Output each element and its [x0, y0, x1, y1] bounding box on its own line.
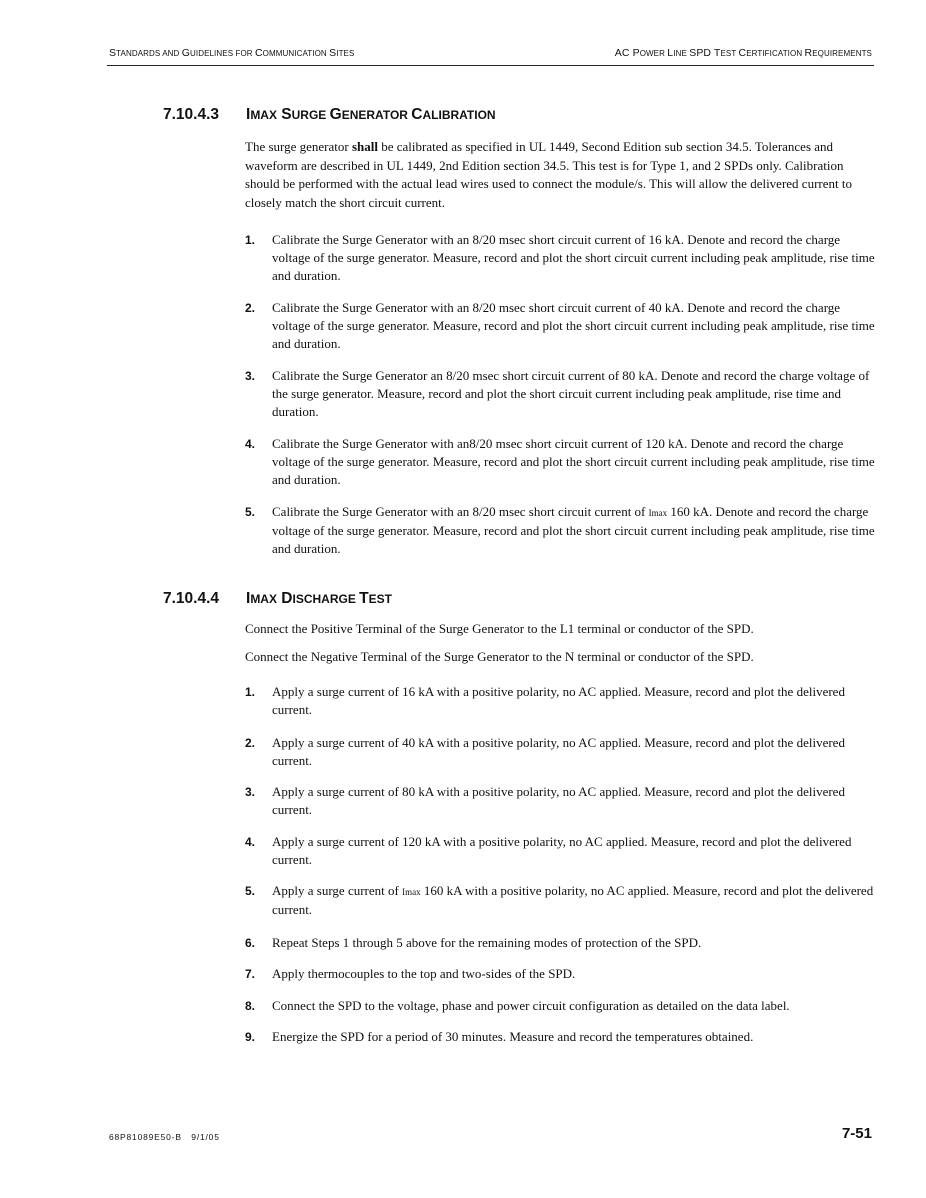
- list-item: 1. Calibrate the Surge Generator with an 8/20 msec short circuit current of 16 kA. Denote and record the charge voltage of the surge generator. Measure, record and plot the short circuit current including peak amplitude, rise time and duration.: [245, 232, 875, 283]
- section-number: 7.10.4.3: [163, 106, 220, 123]
- footer-doc-id: 68P81089E50-B 9/1/05: [109, 1132, 220, 1142]
- list-item: 5. Apply a surge current of Imax 160 kA with a positive polarity, no AC applied. Measure, record and plot the delivered current.: [245, 883, 874, 917]
- discharge-intro-positive: Connect the Positive Terminal of the Surge Generator to the L1 terminal or conductor of the SPD.: [245, 621, 754, 636]
- header-divider: [107, 65, 874, 66]
- section-heading-discharge-test: 7.10.4.4 IMAX DISCHARGE TEST: [163, 590, 392, 607]
- list-item: 3. Apply a surge current of 80 kA with a positive polarity, no AC applied. Measure, record and plot the delivered current.: [245, 784, 845, 817]
- list-item: 2. Calibrate the Surge Generator with an 8/20 msec short circuit current of 40 kA. Denote and record the charge voltage of the surge generator. Measure, record and plot the short circuit current including peak amplitude, rise time and duration.: [245, 300, 875, 351]
- list-item: 1. Apply a surge current of 16 kA with a positive polarity, no AC applied. Measure, record and plot the delivered current.: [245, 684, 845, 717]
- list-item: 3. Calibrate the Surge Generator an 8/20 msec short circuit current of 80 kA. Denote and record the charge voltage of the surge generator. Measure, record and plot the short circuit current including peak amplitude, rise time and duration.: [245, 368, 870, 419]
- list-item: 4. Calibrate the Surge Generator with an8/20 msec short circuit current of 120 kA. Denote and record the charge voltage of the surge generator. Measure, record and plot the short circuit current including peak amplitude, rise time and duration.: [245, 436, 875, 487]
- list-item: 7. Apply thermocouples to the top and two-sides of the SPD.: [245, 966, 576, 981]
- list-item: 9. Energize the SPD for a period of 30 minutes. Measure and record the temperatures obtained.: [245, 1029, 754, 1044]
- list-item: 8. Connect the SPD to the voltage, phase and power circuit configuration as detailed on the data label.: [245, 998, 790, 1013]
- section-heading-calibration: 7.10.4.3 IMAX SURGE GENERATOR CALIBRATION: [163, 106, 496, 123]
- list-item: 6. Repeat Steps 1 through 5 above for the remaining modes of protection of the SPD.: [245, 935, 702, 950]
- running-header-left: STANDARDS AND GUIDELINES FOR COMMUNICATION SITES: [109, 47, 355, 59]
- list-item: 4. Apply a surge current of 120 kA with a positive polarity, no AC applied. Measure, record and plot the delivered current.: [245, 834, 852, 867]
- list-item: 2. Apply a surge current of 40 kA with a positive polarity, no AC applied. Measure, record and plot the delivered current.: [245, 735, 845, 768]
- page-number: 7-51: [841, 1125, 872, 1142]
- calibration-intro-paragraph: The surge generator shall be calibrated as specified in UL 1449, Second Edition sub section 34.5. Tolerances and waveform are described in UL 1449, 2nd Edition section 34.5. This test is for Type 1, and 2 SPDs only. Calibration should be performed with the actual lead wires used to connect the module/s. This will allow the delivered current to closely match the short circuit current.: [245, 139, 852, 210]
- section-number: 7.10.4.4: [163, 590, 220, 607]
- list-item: 5. Calibrate the Surge Generator with an 8/20 msec short circuit current of Imax 160 kA. Denote and record the charge voltage of the surge generator. Measure, record and plot the short circuit current including peak amplitude, rise time and duration.: [245, 504, 875, 556]
- running-header-right: AC POWER LINE SPD TEST CERTIFICATION REQUIREMENTS: [614, 47, 872, 59]
- footer-date: 9/1/05: [191, 1132, 220, 1142]
- discharge-intro-negative: Connect the Negative Terminal of the Surge Generator to the N terminal or conductor of the SPD.: [245, 649, 754, 664]
